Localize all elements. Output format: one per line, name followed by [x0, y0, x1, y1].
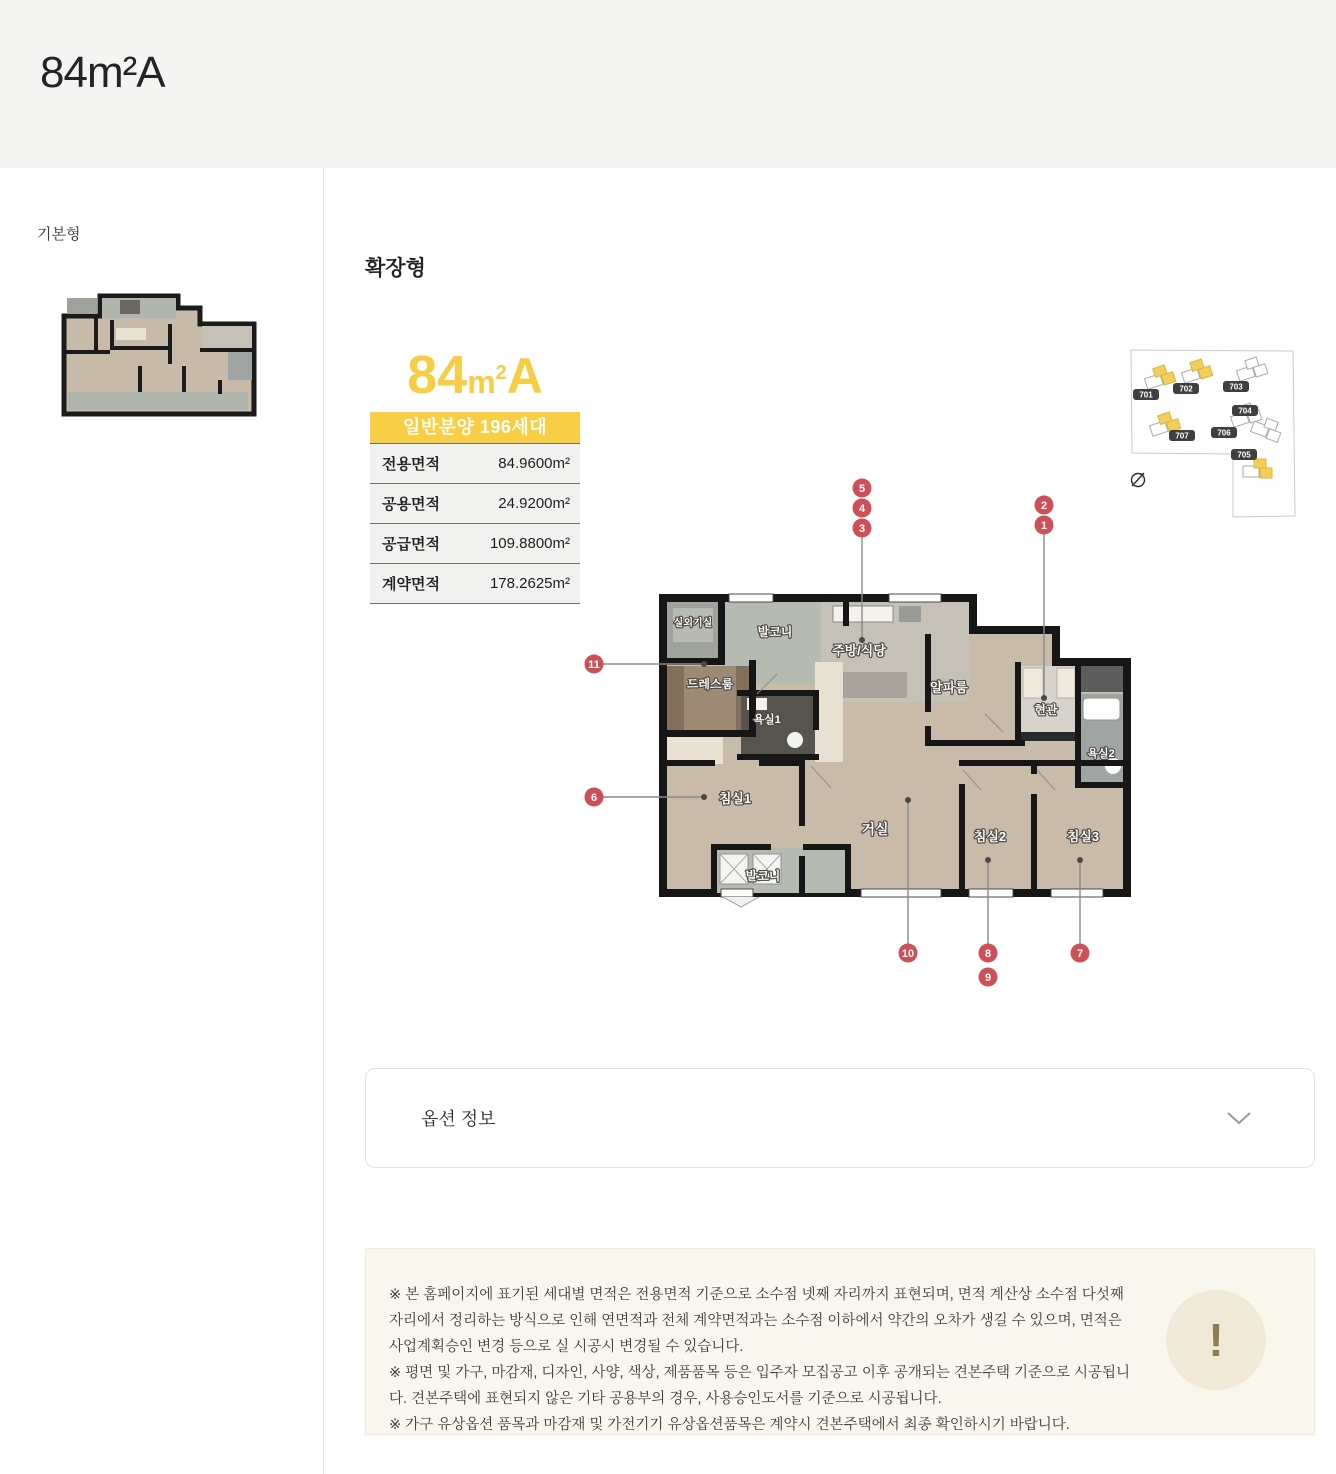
area-label: 전용면적	[382, 456, 440, 473]
svg-text:2: 2	[1040, 499, 1048, 512]
svg-text:9: 9	[984, 971, 992, 984]
svg-text:발코니: 발코니	[745, 869, 781, 883]
svg-text:욕실1: 욕실1	[753, 714, 781, 726]
area-table	[370, 443, 580, 604]
svg-text:706: 706	[1217, 428, 1231, 438]
svg-text:3: 3	[858, 522, 866, 535]
supply-badge: 일반분양 196세대	[370, 412, 580, 443]
svg-text:침실3: 침실3	[1066, 829, 1100, 844]
notice-box	[365, 1248, 1315, 1435]
svg-text:거실: 거실	[861, 821, 889, 837]
unit-measure: m	[467, 364, 496, 400]
svg-text:6: 6	[590, 791, 598, 804]
unit-sup: 2	[495, 362, 507, 384]
compass-icon	[1132, 473, 1145, 487]
notice-line: ※ 평면 및 가구, 마감재, 디자인, 사양, 색상, 제품품목 등은 입주자 모집공고 이후 공개되는 견본주택 기준으로 시공됩니다. 견본주택에 표현되지 않은 기타 공용부의 경우, 사용승인도서를 기준으로 시공됩니다.	[389, 1365, 1131, 1407]
area-value: 24.9200m²	[498, 495, 570, 512]
chevron-down-icon	[1226, 1111, 1252, 1125]
area-value: 178.2625m²	[489, 575, 570, 592]
svg-text:침실1: 침실1	[718, 791, 752, 806]
exclamation-icon: !	[1166, 1290, 1266, 1390]
area-label: 공급면적	[382, 536, 440, 553]
svg-text:707: 707	[1175, 431, 1189, 441]
svg-text:현관: 현관	[1034, 703, 1058, 717]
svg-text:5: 5	[858, 482, 866, 495]
svg-text:11: 11	[588, 658, 600, 671]
svg-text:7: 7	[1076, 947, 1084, 960]
option-info-accordion[interactable]	[365, 1068, 1315, 1168]
option-info-label: 옵션 정보	[421, 1109, 496, 1129]
unit-title	[370, 344, 580, 406]
svg-text:701: 701	[1139, 390, 1153, 400]
basic-type-label: 기본형	[37, 226, 81, 243]
table-row	[370, 484, 580, 524]
table-row	[370, 524, 580, 564]
svg-text:704: 704	[1238, 406, 1252, 416]
unit-letter: A	[506, 348, 543, 404]
floorplan-walls	[663, 594, 1127, 907]
site-map	[1118, 342, 1298, 532]
area-value: 84.9600m²	[498, 455, 570, 472]
table-row	[370, 564, 580, 604]
svg-text:실외기실: 실외기실	[673, 618, 713, 629]
page-header	[0, 0, 1336, 168]
svg-text:10: 10	[901, 947, 915, 960]
page-title: 84m²A	[40, 48, 165, 97]
area-label: 공용면적	[382, 496, 440, 513]
svg-text:702: 702	[1179, 384, 1193, 394]
svg-text:4: 4	[858, 502, 866, 515]
table-row	[370, 444, 580, 484]
svg-text:침실2: 침실2	[973, 829, 1007, 844]
svg-text:1: 1	[1040, 519, 1048, 532]
section-title: 확장형	[365, 257, 426, 280]
notice-line: ※ 가구 유상옵션 품목과 마감재 및 가전기기 유상옵션품목은 계약시 견본주택에서 최종 확인하시기 바랍니다.	[389, 1417, 1070, 1433]
floorplan-image	[560, 460, 1140, 1000]
svg-text:705: 705	[1237, 450, 1251, 460]
svg-text:알파룸: 알파룸	[930, 680, 968, 695]
area-label: 계약면적	[382, 576, 440, 593]
svg-text:욕실2: 욕실2	[1087, 748, 1115, 760]
basic-type-thumbnail[interactable]	[50, 284, 268, 429]
area-value: 109.8800m²	[489, 535, 570, 552]
svg-text:발코니: 발코니	[757, 625, 793, 639]
unit-size: 84	[407, 345, 468, 405]
svg-text:703: 703	[1229, 382, 1243, 392]
sidebar	[0, 168, 324, 1474]
svg-text:8: 8	[984, 947, 992, 960]
notice-line: ※ 본 홈페이지에 표기된 세대별 면적은 전용면적 기준으로 소수점 넷째 자리까지 표현되며, 면적 계산상 소수점 다섯째 자리에서 정리하는 방식으로 인해 연면적과 전체 계약면적과는 소수점 이하에서 약간의 오차가 생길 수 있으며, 면적은 사업계획승인 변경 등으로 실 시공시 변경될 수 있습니다.	[389, 1287, 1124, 1355]
svg-text:드레스룸: 드레스룸	[686, 677, 734, 691]
svg-text:주방/식당: 주방/식당	[832, 643, 886, 658]
